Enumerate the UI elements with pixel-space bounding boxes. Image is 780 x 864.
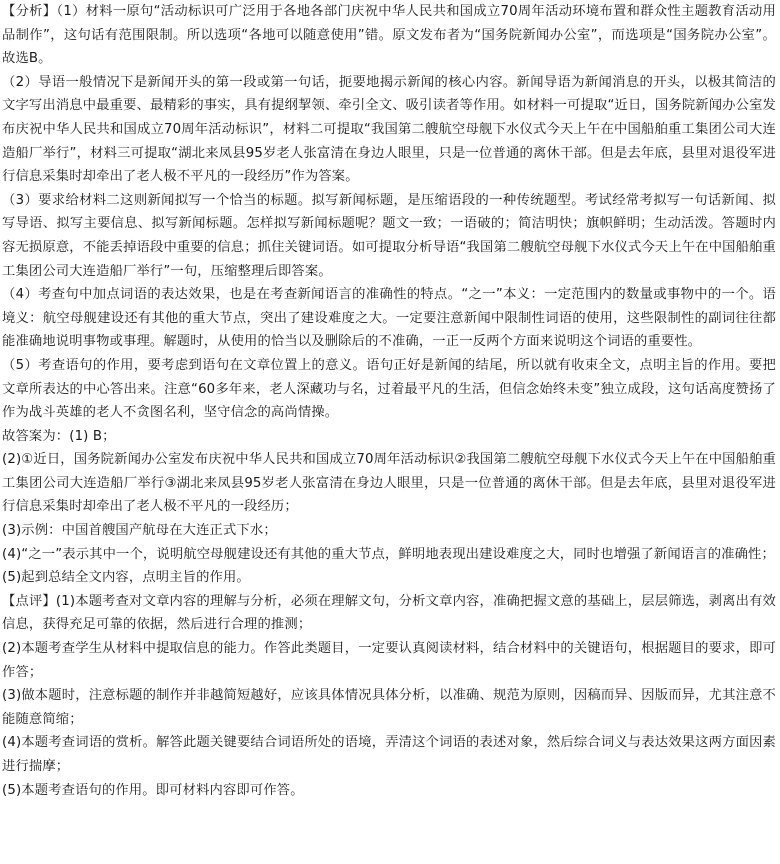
comment-point-1: 【点评】(1)本题考查对文章内容的理解与分析，必须在理解文句，分析文章内容，准确把握文意的基础上，层层筛选，剥离出有效信息，获得充足可靠的依据，然后进行合理的推测； [2,593,776,633]
answer-2: (2)①近日，国务院新闻办公室发布庆祝中华人民共和国成立70周年活动标识②我国第二艘航空母舰下水仪式今天上午在中国船舶重工集团公司大连造船厂举行③湖北来凤县95岁老人张富清在身边人眼里，只是一位普通的离休干部。但是去年底，县里对退役军进行信息采集时却牵出了老人极不平凡的一段经历； [2,452,776,515]
analysis-point-5: （5）考查语句的作用，要考虑到语句在文章位置上的意义。语句正好是新闻的结尾，所以就有收束全文，点明主旨的作用。要把文章所表达的中心答出来。注意“60多年来，老人深藏功与名，过着最平凡的生活，但信念始终未变”独立成段，这句话高度赞扬了作为战斗英雄的老人不贪图名利，坚守信念的高尚情操。 [2,357,776,421]
analysis-point-1-text: （1）材料一原句“活动标识可广泛用于各地各部门庆祝中华人民共和国成立70周年活动环境布置和群众性主题教育活动用品制作”，这句话有范围限制。所以选项“各地可以随意使用”错。原文发布者为“国务院新闻办公室”，而选项是“国务院办公室”。故选B。 [2,4,776,67]
analysis-point-1 [2,0,776,71]
answer-3: (3)示例：中国首艘国产航母在大连正式下水； [2,523,277,539]
answer-explanation-document [2,0,776,802]
answer-5: (5)起到总结全文内容，点明主旨的作用。 [2,570,250,586]
analysis-point-4: （4）考查句中加点词语的表达效果，也是在考查新闻语言的准确性的特点。“之一”本义：一定范围内的数量或事物中的一个。语境义：航空母舰建设还有其他的重大节点，突出了建设难度之大。一定要注意新闻中限制性词语的使用，这些限制性的副词往往都能准确地说明事物或事理。解题时，从使用的恰当以及删除后的不准确，一正一反两个方面来说明这个词语的重要性。 [2,287,776,350]
analysis-point-3: （3）要求给材料二这则新闻拟写一个恰当的标题。拟写新闻标题，是压缩语段的一种传统题型。考试经常考拟写一句话新闻、拟写导语、拟写主要信息、拟写新闻标题。怎样拟写新闻标题呢？题文一致；一语破的；简洁明快；旗帜鲜明；生动活泼。答题时内容无损原意，不能丢掉语段中重要的信息；抓住关键词语。如可提取分析导语“我国第二艘航空母舰下水仪式今天上午在中国船舶重工集团公司大连造船厂举行”一句，压缩整理后即答案。 [2,192,776,279]
answer-intro: 故答案为：(1) B； [2,428,116,444]
comment-point-5: (5)本题考查语句的作用。即可材料内容即可作答。 [2,782,304,798]
answer-4: (4)“之一”表示其中一个，说明航空母舰建设还有其他的重大节点，鲜明地表现出建设难度之大，同时也增强了新闻语言的准确性； [2,546,775,562]
analysis-heading: 【分析】 [2,4,57,19]
comment-point-2: (2)本题考查学生从材料中提取信息的能力。作答此类题目，一定要认真阅读材料，结合材料中的关键语句，根据题目的要求，即可作答； [2,641,776,680]
comment-point-3: (3)做本题时，注意标题的制作并非越简短越好，应该具体情况具体分析，以准确、规范为原则，因稿而异、因版而异，尤其注意不能随意简缩； [2,688,776,727]
analysis-point-2: （2）导语一般情况下是新闻开头的第一段或第一句话，扼要地揭示新闻的核心内容。新闻导语为新闻消息的开头，以极其简洁的文字写出消息中最重要、最精彩的事实，具有提纲挈领、牵引全文、吸引读者等作用。如材料一可提取“近日，国务院新闻办公室发布庆祝中华人民共和国成立70周年活动标识”，材料二可提取“我国第二艘航空母舰下水仪式今天上午在中国船舶重工集团公司大连造船厂举行”，材料三可提取“湖北来凤县95岁老人张富清在身边人眼里，只是一位普通的离休干部。但是去年底，县里对退役军进行信息采集时却牵出了老人极不平凡的一段经历”作为答案。 [2,74,776,185]
comment-point-4: (4)本题考查词语的赏析。解答此题关键要结合词语所处的语境，弄清这个词语的表述对象，然后综合词义与表达效果这两方面因素进行揣摩； [2,735,776,774]
